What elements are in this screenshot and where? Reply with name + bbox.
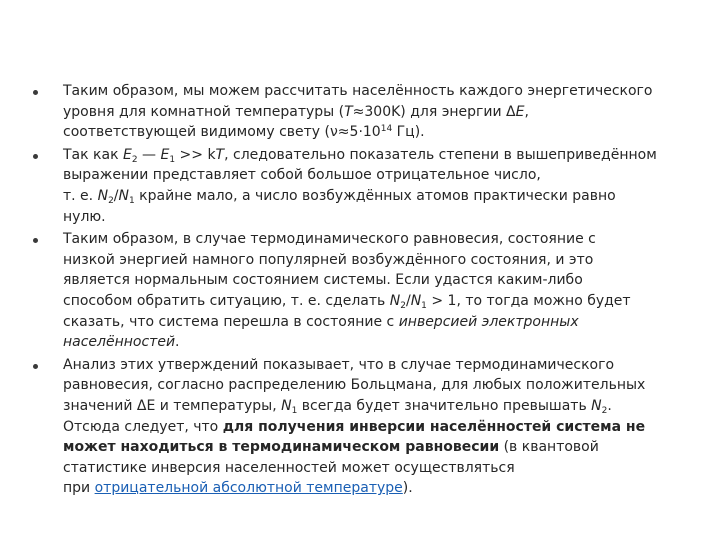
text-line	[63, 122, 685, 143]
text-run: E	[122, 146, 132, 163]
text-run: T	[215, 146, 225, 163]
text-run: N	[281, 397, 292, 414]
text-line	[63, 81, 685, 102]
text-run: для получения инверсии населённостей система не	[222, 418, 646, 435]
text-run: ).	[402, 480, 413, 497]
text-line	[63, 375, 685, 396]
text-run: ≈300K) для энергии Δ	[352, 103, 516, 120]
text-run: 1	[169, 154, 176, 165]
text-run: значений ΔE и температуры,	[63, 397, 282, 414]
text-line	[63, 417, 685, 438]
text-run: может находиться в термодинамическом равновесии	[63, 439, 500, 456]
text-run: Гц).	[392, 124, 425, 141]
text-run: 1	[129, 195, 135, 206]
text-line	[63, 458, 685, 479]
bullet-item	[33, 81, 685, 143]
text-run: N	[118, 187, 129, 204]
text-run: 2	[400, 300, 406, 311]
text-run: N	[389, 292, 401, 309]
text-run: статистике инверсия населенностей может осуществляться	[63, 459, 515, 476]
text-run: /	[113, 187, 119, 204]
text-run: E	[515, 103, 525, 120]
text-run: N	[97, 187, 109, 204]
text-run: нулю.	[63, 208, 106, 225]
text-line	[63, 396, 685, 417]
text-run: при	[63, 480, 95, 497]
text-line	[63, 437, 685, 458]
text-run: N	[591, 397, 602, 414]
text-run: 1	[421, 300, 427, 311]
text-run: всегда будет значительно превышать	[297, 397, 592, 414]
text-run: > 1, то тогда можно будет	[426, 292, 631, 309]
bullet-dot-icon	[33, 90, 38, 95]
text-line	[63, 312, 685, 333]
text-line	[63, 186, 685, 207]
text-run: 2	[108, 195, 114, 206]
text-run: —	[137, 146, 161, 163]
text-run: Отсюда следует, что	[63, 418, 223, 435]
text-run: соответствующей видимому свету (ν≈5·10	[63, 124, 381, 141]
text-run: ,	[524, 103, 529, 120]
text-run: Так как	[63, 146, 123, 163]
text-run: 1	[291, 405, 298, 416]
bullet-dot-icon	[33, 154, 38, 159]
bullet-item	[33, 229, 685, 353]
bullet-dot-icon	[33, 364, 38, 369]
text-line	[63, 229, 685, 250]
text-run: равновесия, согласно распределению Больцмана, для любых положительных	[63, 377, 646, 394]
text-line	[63, 207, 685, 228]
text-run: >> k	[175, 146, 216, 163]
text-line	[63, 145, 685, 166]
text-line	[63, 102, 685, 123]
text-run: E	[160, 146, 170, 163]
bullet-item	[33, 145, 685, 227]
text-run: .	[607, 397, 612, 414]
bullet-item	[33, 355, 685, 499]
text-line	[63, 355, 685, 376]
text-run: Анализ этих утверждений показывает, что в случае термодинамического	[63, 356, 615, 373]
text-run: инверсией электронных	[398, 313, 579, 330]
text-run: т. е.	[63, 187, 98, 204]
bullet-list	[33, 81, 685, 501]
text-run: уровня для комнатной температуры (	[63, 103, 345, 120]
bullet-dot-icon	[33, 238, 38, 243]
text-run: 2	[131, 154, 138, 165]
text-run: 14	[380, 124, 393, 135]
text-line	[63, 332, 685, 353]
text-line	[63, 291, 685, 312]
text-run: низкой энергией намного популярней возбуждённого состояния, и это	[63, 251, 594, 268]
text-run: T	[344, 103, 353, 120]
text-run: N	[410, 292, 422, 309]
text-line	[63, 165, 685, 186]
text-run: Таким образом, мы можем рассчитать населённость каждого энергетического	[63, 83, 653, 99]
text-run: (в квантовой	[499, 439, 599, 456]
text-run: является нормальным состоянием системы. Если удастся каким-либо	[63, 272, 583, 289]
text-line	[63, 250, 685, 271]
wiki-link[interactable]: отрицательной абсолютной температуре	[94, 480, 403, 497]
text-line	[63, 270, 685, 291]
text-run: выражении представляет собой большое отрицательное число,	[63, 167, 541, 184]
text-run: 2	[601, 405, 608, 416]
text-run: .	[175, 334, 180, 351]
text-run: , следовательно показатель степени в вышеприведённом	[224, 146, 657, 163]
text-run: населённостей	[63, 334, 176, 351]
text-run: Таким образом, в случае термодинамического равновесия, состояние с	[63, 231, 596, 248]
text-run: сказать, что система перешла в состояние с	[63, 313, 399, 330]
text-line	[63, 478, 685, 499]
text-run: крайне мало, а число возбуждённых атомов практически равно	[134, 187, 616, 204]
text-run: способом обратить ситуацию, т. е. сделать	[63, 292, 390, 309]
text-run: /	[405, 292, 411, 309]
